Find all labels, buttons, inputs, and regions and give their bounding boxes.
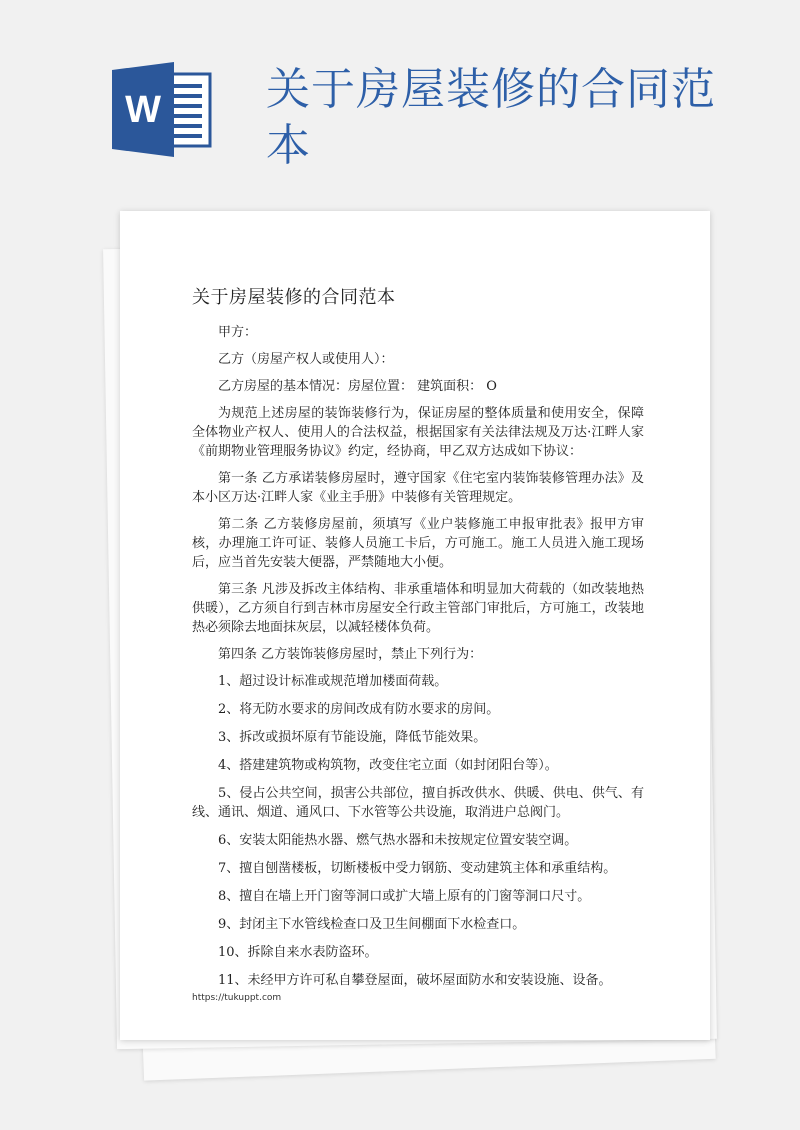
- prohibited-item: 4、搭建建筑物或构筑物，改变住宅立面（如封闭阳台等）。: [218, 758, 558, 773]
- document-body: [192, 323, 644, 999]
- prohibited-item: 2、将无防水要求的房间改成有防水要求的房间。: [218, 702, 500, 717]
- document-title: 关于房屋装修的合同范本: [192, 287, 396, 308]
- prohibited-item: 10、拆除自来水表防盗环。: [218, 945, 378, 960]
- prohibited-item: 11、未经甲方许可私自攀登屋面，破坏屋面防水和安装设施、设备。: [218, 973, 612, 988]
- document-page: [120, 211, 710, 1040]
- word-icon-letter: W: [125, 89, 161, 131]
- article-3: 第三条 凡涉及拆改主体结构、非承重墙体和明显加大荷载的（如改装地热供暖），乙方须自行到吉林市房屋安全行政主管部门审批后，方可施工，改装地热必须除去地面抹灰层，以减轻楼体负荷。: [192, 582, 644, 635]
- article-4: 第四条 乙方装饰装修房屋时，禁止下列行为：: [218, 647, 483, 662]
- prohibited-item: 8、擅自在墙上开门窗等洞口或扩大墙上原有的门窗等洞口尺寸。: [218, 889, 591, 904]
- page-title: 关于房屋装修的合同范本: [266, 64, 716, 171]
- party-b-field: 乙方（房屋产权人或使用人）：: [218, 352, 394, 367]
- prohibited-item: 9、封闭主下水管线检查口及卫生间棚面下水检查口。: [218, 917, 526, 932]
- prohibited-item: 5、侵占公共空间，损害公共部位，擅自拆改供水、供暖、供电、供气、有线、通讯、烟道、通风口、下水管等公共设施，取消进户总阀门。: [192, 786, 644, 820]
- footer-url[interactable]: https://tukuppt.com: [192, 993, 282, 1003]
- party-a-field: 甲方：: [218, 325, 258, 340]
- prohibited-item: 3、拆改或损坏原有节能设施，降低节能效果。: [218, 730, 487, 745]
- intro-paragraph: 为规范上述房屋的装饰装修行为，保证房屋的整体质量和使用安全，保障全体物业产权人、使用人的合法权益，根据国家有关法律法规及万达·江畔人家《前期物业管理服务协议》约定，经协商，甲乙双方达成如下协议：: [192, 406, 644, 459]
- prohibited-item: 7、擅自刨凿楼板，切断楼板中受力钢筋、变动建筑主体和承重结构。: [218, 861, 617, 876]
- prohibited-item: 6、安装太阳能热水器、燃气热水器和未按规定位置安装空调。: [218, 833, 578, 848]
- prohibited-item: 1、超过设计标准或规范增加楼面荷载。: [218, 674, 448, 689]
- basic-info-field: 乙方房屋的基本情况：房屋位置： 建筑面积： O: [218, 379, 497, 394]
- article-2: 第二条 乙方装修房屋前，须填写《业户装修施工申报审批表》报甲方审核，办理施工许可证、装修人员施工卡后，方可施工。施工人员进入施工现场后，应当首先安装大便器，严禁随地大小便。: [192, 517, 644, 570]
- article-1: 第一条 乙方承诺装修房屋时，遵守国家《住宅室内装饰装修管理办法》及本小区万达·江畔人家《业主手册》中装修有关管理规定。: [192, 471, 644, 505]
- word-document-icon: [112, 62, 215, 157]
